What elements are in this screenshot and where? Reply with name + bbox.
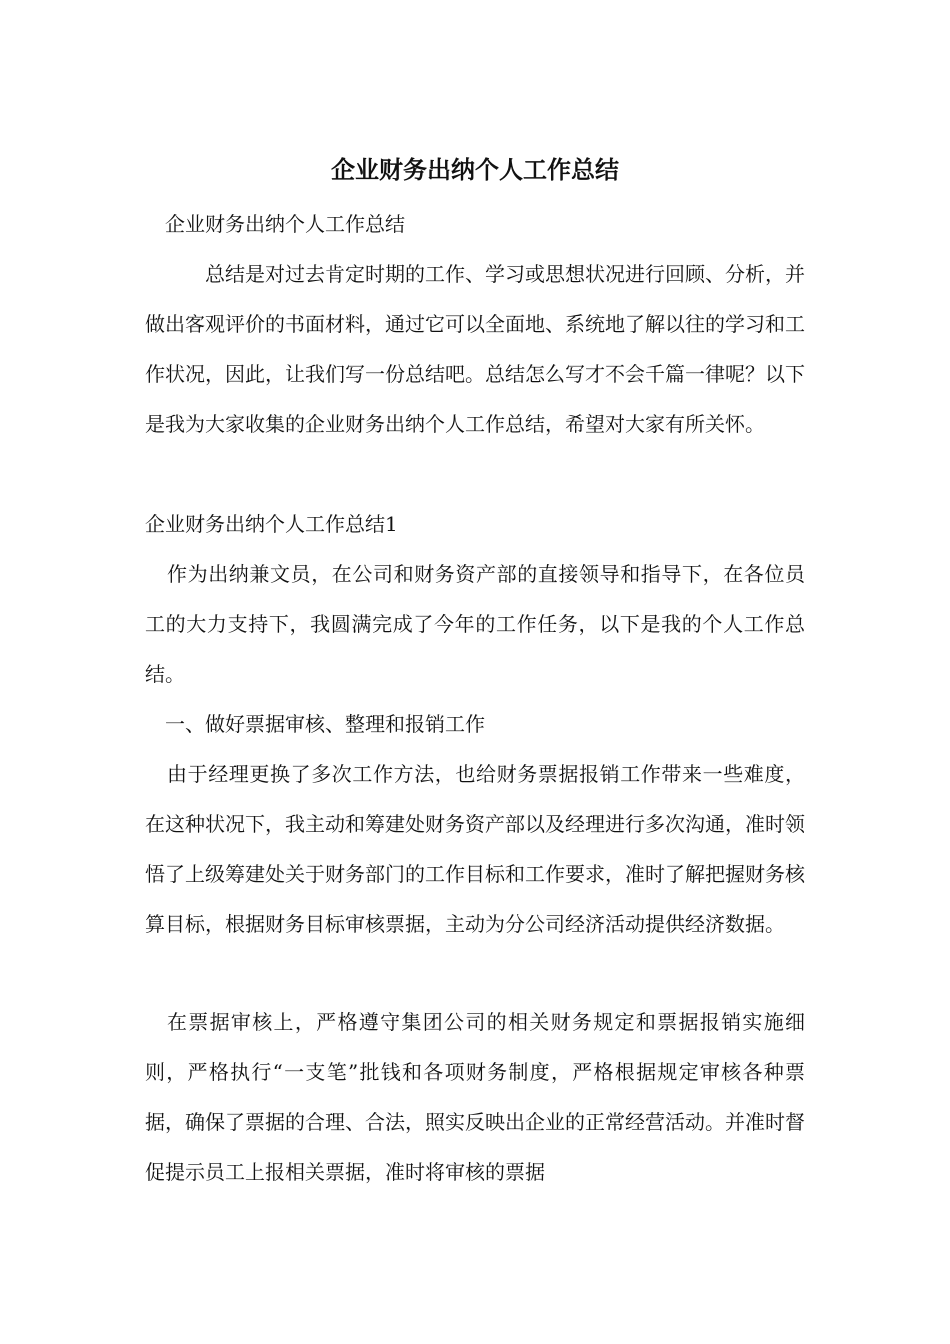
document-subtitle: 企业财务出纳个人工作总结 <box>165 212 405 236</box>
body-paragraph-1: 作为出纳兼文员，在公司和财务资产部的直接领导和指导下，在各位员工的大力支持下，我圆满完成了今年的工作任务，以下是我的个人工作总结。 <box>145 562 805 686</box>
body-paragraph-2: 由于经理更换了多次工作方法，也给财务票据报销工作带来一些难度，在这种状况下，我主动和筹建处财务资产部以及经理进行多次沟通，准时领悟了上级筹建处关于财务部门的工作目标和工作要求，准时了解把握财务核算目标，根据财务目标审核票据，主动为分公司经济活动提供经济数据。 <box>145 762 805 936</box>
intro-paragraph: 总结是对过去肯定时期的工作、学习或思想状况进行回顾、分析，并做出客观评价的书面材料，通过它可以全面地、系统地了解以往的学习和工作状况，因此，让我们写一份总结吧。总结怎么写才不会千篇一律呢？以下是我为大家收集的企业财务出纳个人工作总结，希望对大家有所关怀。 <box>145 262 805 436</box>
subsection-heading-1: 一、做好票据审核、整理和报销工作 <box>165 712 485 736</box>
section-heading: 企业财务出纳个人工作总结1 <box>145 512 398 536</box>
body-paragraph-3: 在票据审核上，严格遵守集团公司的相关财务规定和票据报销实施细则，严格执行“一支笔”批钱和各项财务制度，严格根据规定审核各种票据，确保了票据的合理、合法，照实反映出企业的正常经营活动。并准时督促提示员工上报相关票据，准时将审核的票据 <box>145 1010 805 1184</box>
document-title: 企业财务出纳个人工作总结 <box>331 156 619 184</box>
